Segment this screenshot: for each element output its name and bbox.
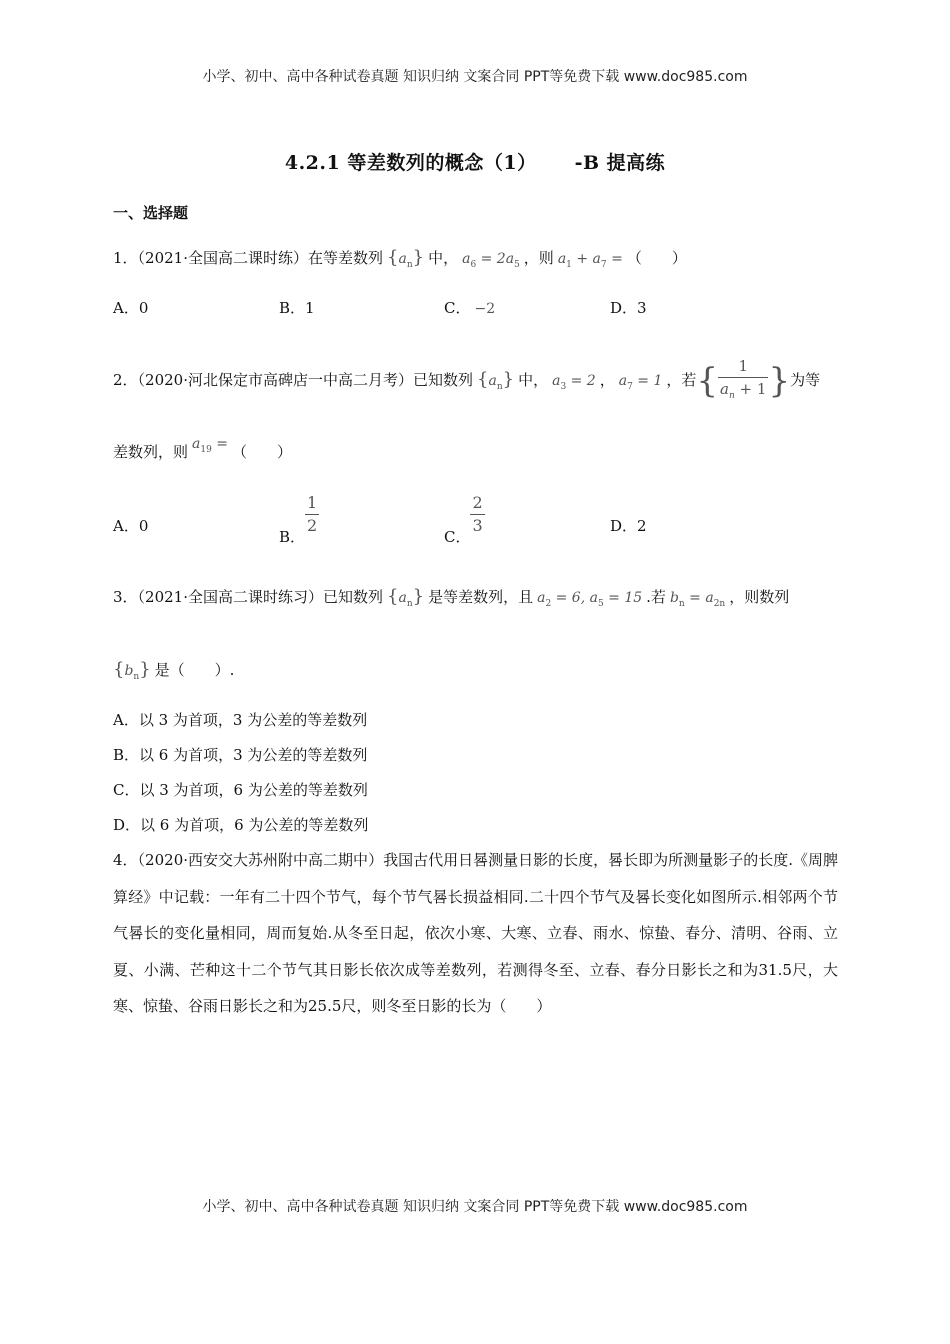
q2-mid3: ，若 [666,371,697,389]
q1-option-c: C． −2 [444,297,499,318]
question-3-line2 [113,660,234,687]
q1-mid2: ，则 [523,249,554,267]
q3-option-a: A．以 3 为首项，3 为公差的等差数列 [113,711,368,729]
q2-option-d: D．2 [610,517,647,535]
q3-option-d: D．以 6 为首项，6 为公差的等差数列 [113,816,369,834]
title-suffix: -B 提高练 [574,152,666,174]
q2-mid2: ， [599,371,615,389]
question-1 [113,248,687,275]
q1-end: （ ） [626,249,687,267]
question-4: 4．（2020·西安交大苏州附中高二期中）我国古代用日晷测量日影的长度，晷长即为所测量影子的长度.《周脾算经》中记载：一年有二十四个节气，每个节气晷长损益相同.二十四个节气及晷长变化如图所示.相邻两个节气晷长的变化量相同，周而复始.从冬至日起，依次小寒、大寒、立春、雨水、惊蛰、春分、清明、谷雨、立夏、小满、芒种这十二个节气其日影长依次成等差数列，若测得冬至、立春、春分日影长之和为31.5尺，大寒、惊蛰、谷雨日影长之和为25.5尺，则冬至日影的长为（ ） [113,851,838,1015]
q3-option-b: B．以 6 为首项，3 为公差的等差数列 [113,746,368,764]
math-seq-an: $\{a_n\}$ [477,369,515,392]
math-seq-an: $\{a_n\}$ [387,586,425,609]
q2-option-c: C． $\frac{2}{3}$ [444,493,483,546]
q1-prefix: 1．（2021·全国高二课时练）在等差数列 [113,249,383,267]
q3-prefix: 3．（2021·全国高二课时练习）已知数列 [113,588,383,606]
q1-option-d: D．3 [610,299,647,317]
q2-prefix: 2．（2020·河北保定市高碑店一中高二月考）已知数列 [113,371,473,389]
math-a7-eq-1: $a_7 = 1$ [618,373,663,392]
math-a19: $a_{19}$ = [192,436,229,455]
q3-mid1: 是等差数列，且 [428,588,534,606]
q3-end: ，则数列 [729,588,790,606]
q3-mid2: .若 [646,588,666,606]
q3-line2-end: 是（ ）. [154,661,235,679]
header-banner: 小学、初中、高中各种试卷真题 知识归纳 文案合同 PPT等免费下载 www.doc985.com [202,69,748,85]
q1-option-a: A．0 [113,299,149,317]
q2-line2-prefix: 差数列，则 [113,443,189,461]
title-main: 4.2.1 等差数列的概念（1） [284,152,537,174]
math-seq-bn: $\{b_n\}$ [113,659,151,682]
question-2-line2 [113,436,293,469]
q2-option-b: B． $\frac{1}{2}$ [279,493,318,546]
math-a1-plus-a7: $a_1 + a_7$ = [557,251,623,270]
q2-option-a: A．0 [113,517,149,535]
math-a6-eq-2a5: $a_6 = 2a_5$ [462,251,520,270]
math-seq-reciprocal: { $\frac{1}{a_n + 1}$ } [696,357,791,401]
footer-banner: 小学、初中、高中各种试卷真题 知识归纳 文案合同 PPT等免费下载 www.doc985.com [202,1199,748,1215]
math-seq-an: $\{a_n\}$ [387,247,425,270]
section-heading: 一、选择题 [113,204,189,222]
q1-option-b: B．1 [279,299,315,317]
q2-mid1: 中， [518,371,549,389]
math-a3-eq-2: $a_3 = 2$ [552,373,596,392]
q1-mid1: 中， [428,249,459,267]
q2-option-b-fraction: $\frac{1}{2}$ [307,493,318,535]
q2-line2-end: （ ） [232,443,293,461]
q2-option-c-fraction: $\frac{2}{3}$ [472,493,483,535]
page-title [0,148,950,175]
math-bn-eq-a2n: $b_n = a_{2n}$ [669,590,726,609]
math-a2-a5-values: $a_2 = 6$, $a_5 = 15$ [537,590,643,609]
question-2 [113,355,820,407]
question-3 [113,587,789,614]
q3-option-c: C．以 3 为首项，6 为公差的等差数列 [113,781,368,799]
q1-option-c-value: −2 [474,301,496,317]
q2-end: 为等 [790,371,821,389]
